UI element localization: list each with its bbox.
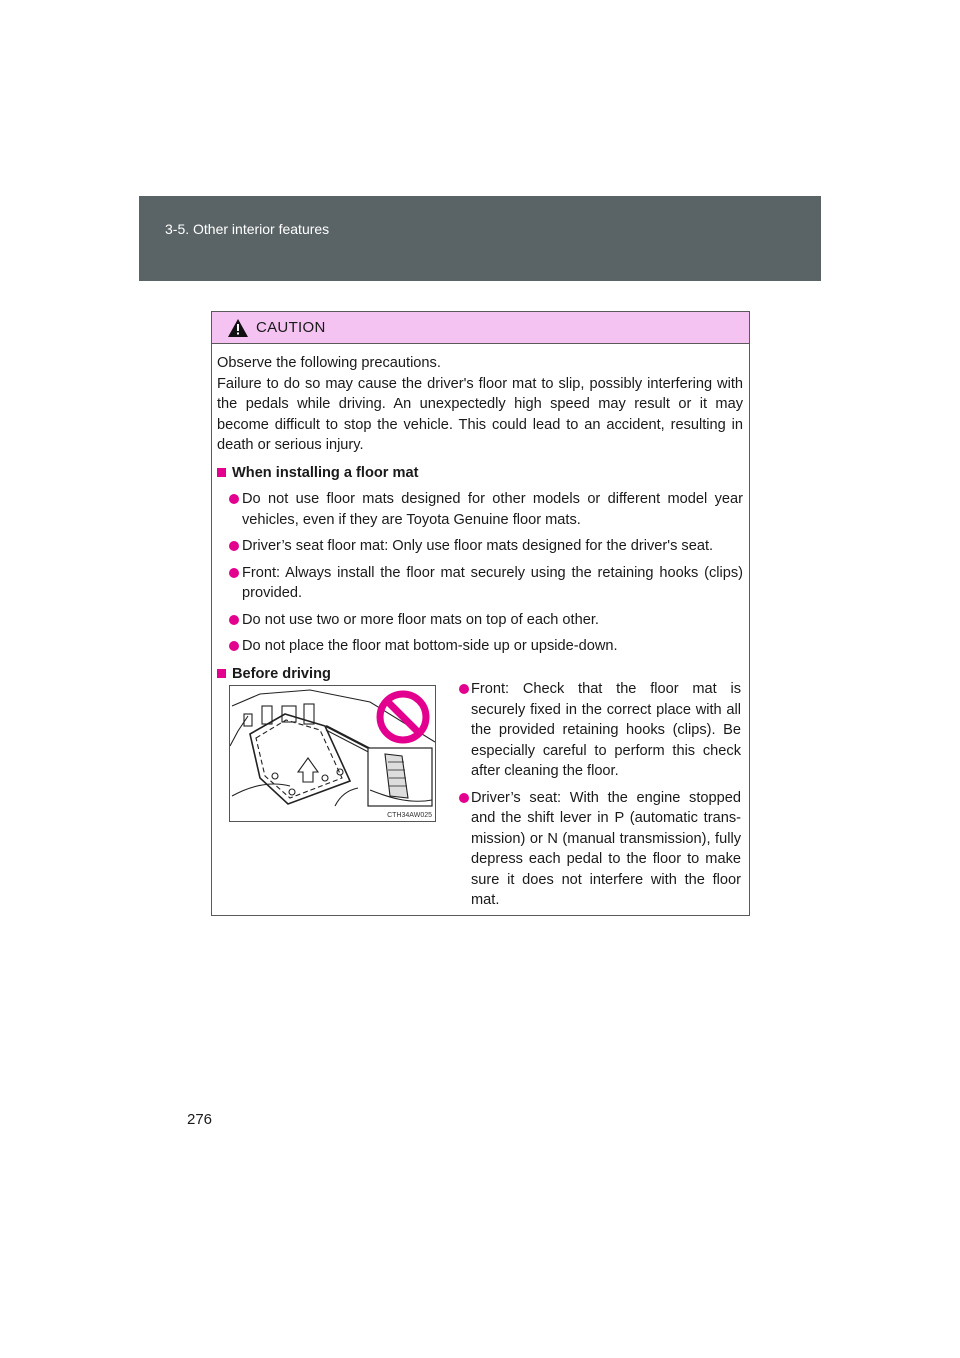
list-item-text: Driver’s seat floor mat: Only use floor mats designed for the driver's seat. — [242, 538, 714, 554]
caution-content — [217, 343, 743, 684]
bullet-dot-icon — [459, 684, 469, 694]
list-item — [217, 563, 743, 604]
list-item-text: Front: Check that the floor mat is securely fixed in the correct place with all the provided retaining hooks (clips). Be especially careful to perform this check after cleaning the floor. — [471, 681, 741, 779]
intro-paragraph — [217, 353, 743, 456]
floor-mat-drawing — [230, 686, 435, 821]
before-driving-list — [459, 679, 741, 917]
caution-title: CAUTION — [256, 319, 326, 336]
intro-line: Observe the following precautions. — [217, 355, 441, 371]
prohibited-icon — [380, 694, 426, 740]
section-heading — [217, 463, 743, 484]
floor-mat-illustration — [229, 685, 436, 822]
page-number: 276 — [187, 1111, 213, 1128]
section-title: 3-5. Other interior features — [165, 221, 330, 237]
section-header — [139, 196, 821, 281]
section-heading-text: When installing a floor mat — [232, 464, 419, 481]
list-item — [459, 679, 741, 782]
bullet-dot-icon — [229, 615, 239, 625]
bullet-dot-icon — [229, 494, 239, 504]
figure-code: CTH34AW025 — [387, 812, 432, 819]
warning-icon — [227, 318, 249, 338]
square-bullet-icon — [217, 669, 226, 678]
list-item-text: Do not use floor mats designed for other models or different model year vehicles, even if they are Toyota Genuine floor mats. — [242, 491, 743, 528]
list-item-text: Do not use two or more floor mats on top of each other. — [242, 611, 599, 628]
list-item — [217, 489, 743, 530]
bullet-dot-icon — [229, 568, 239, 578]
bullet-dot-icon — [459, 793, 469, 803]
intro-text: Failure to do so may cause the driver's floor mat to slip, possibly interfering with the pedals while driving. An unexpectedly high speed may result or it may become difficult to stop the vehicle. This could lead to an accident, resulting in death or serious injury. — [217, 375, 743, 453]
list-item-text: Front: Always install the floor mat securely using the retaining hooks (clips) provided. — [242, 564, 743, 601]
list-item — [217, 636, 743, 657]
list-item-text: Do not place the floor mat bottom-side up or upside-down. — [242, 638, 618, 654]
list-item — [217, 610, 743, 631]
bullet-dot-icon — [229, 641, 239, 651]
list-item — [459, 788, 741, 911]
bullet-dot-icon — [229, 541, 239, 551]
list-item — [217, 536, 743, 557]
caution-header — [212, 312, 749, 344]
square-bullet-icon — [217, 468, 226, 477]
section-heading-text: Before driving — [232, 665, 331, 682]
list-item-text: Driver’s seat: With the engine stopped and the shift lever in P (automatic trans-mission) or N (manual transmission), fully depress each pedal to the floor to make sure it does not interfere with the floor mat. — [471, 789, 741, 908]
